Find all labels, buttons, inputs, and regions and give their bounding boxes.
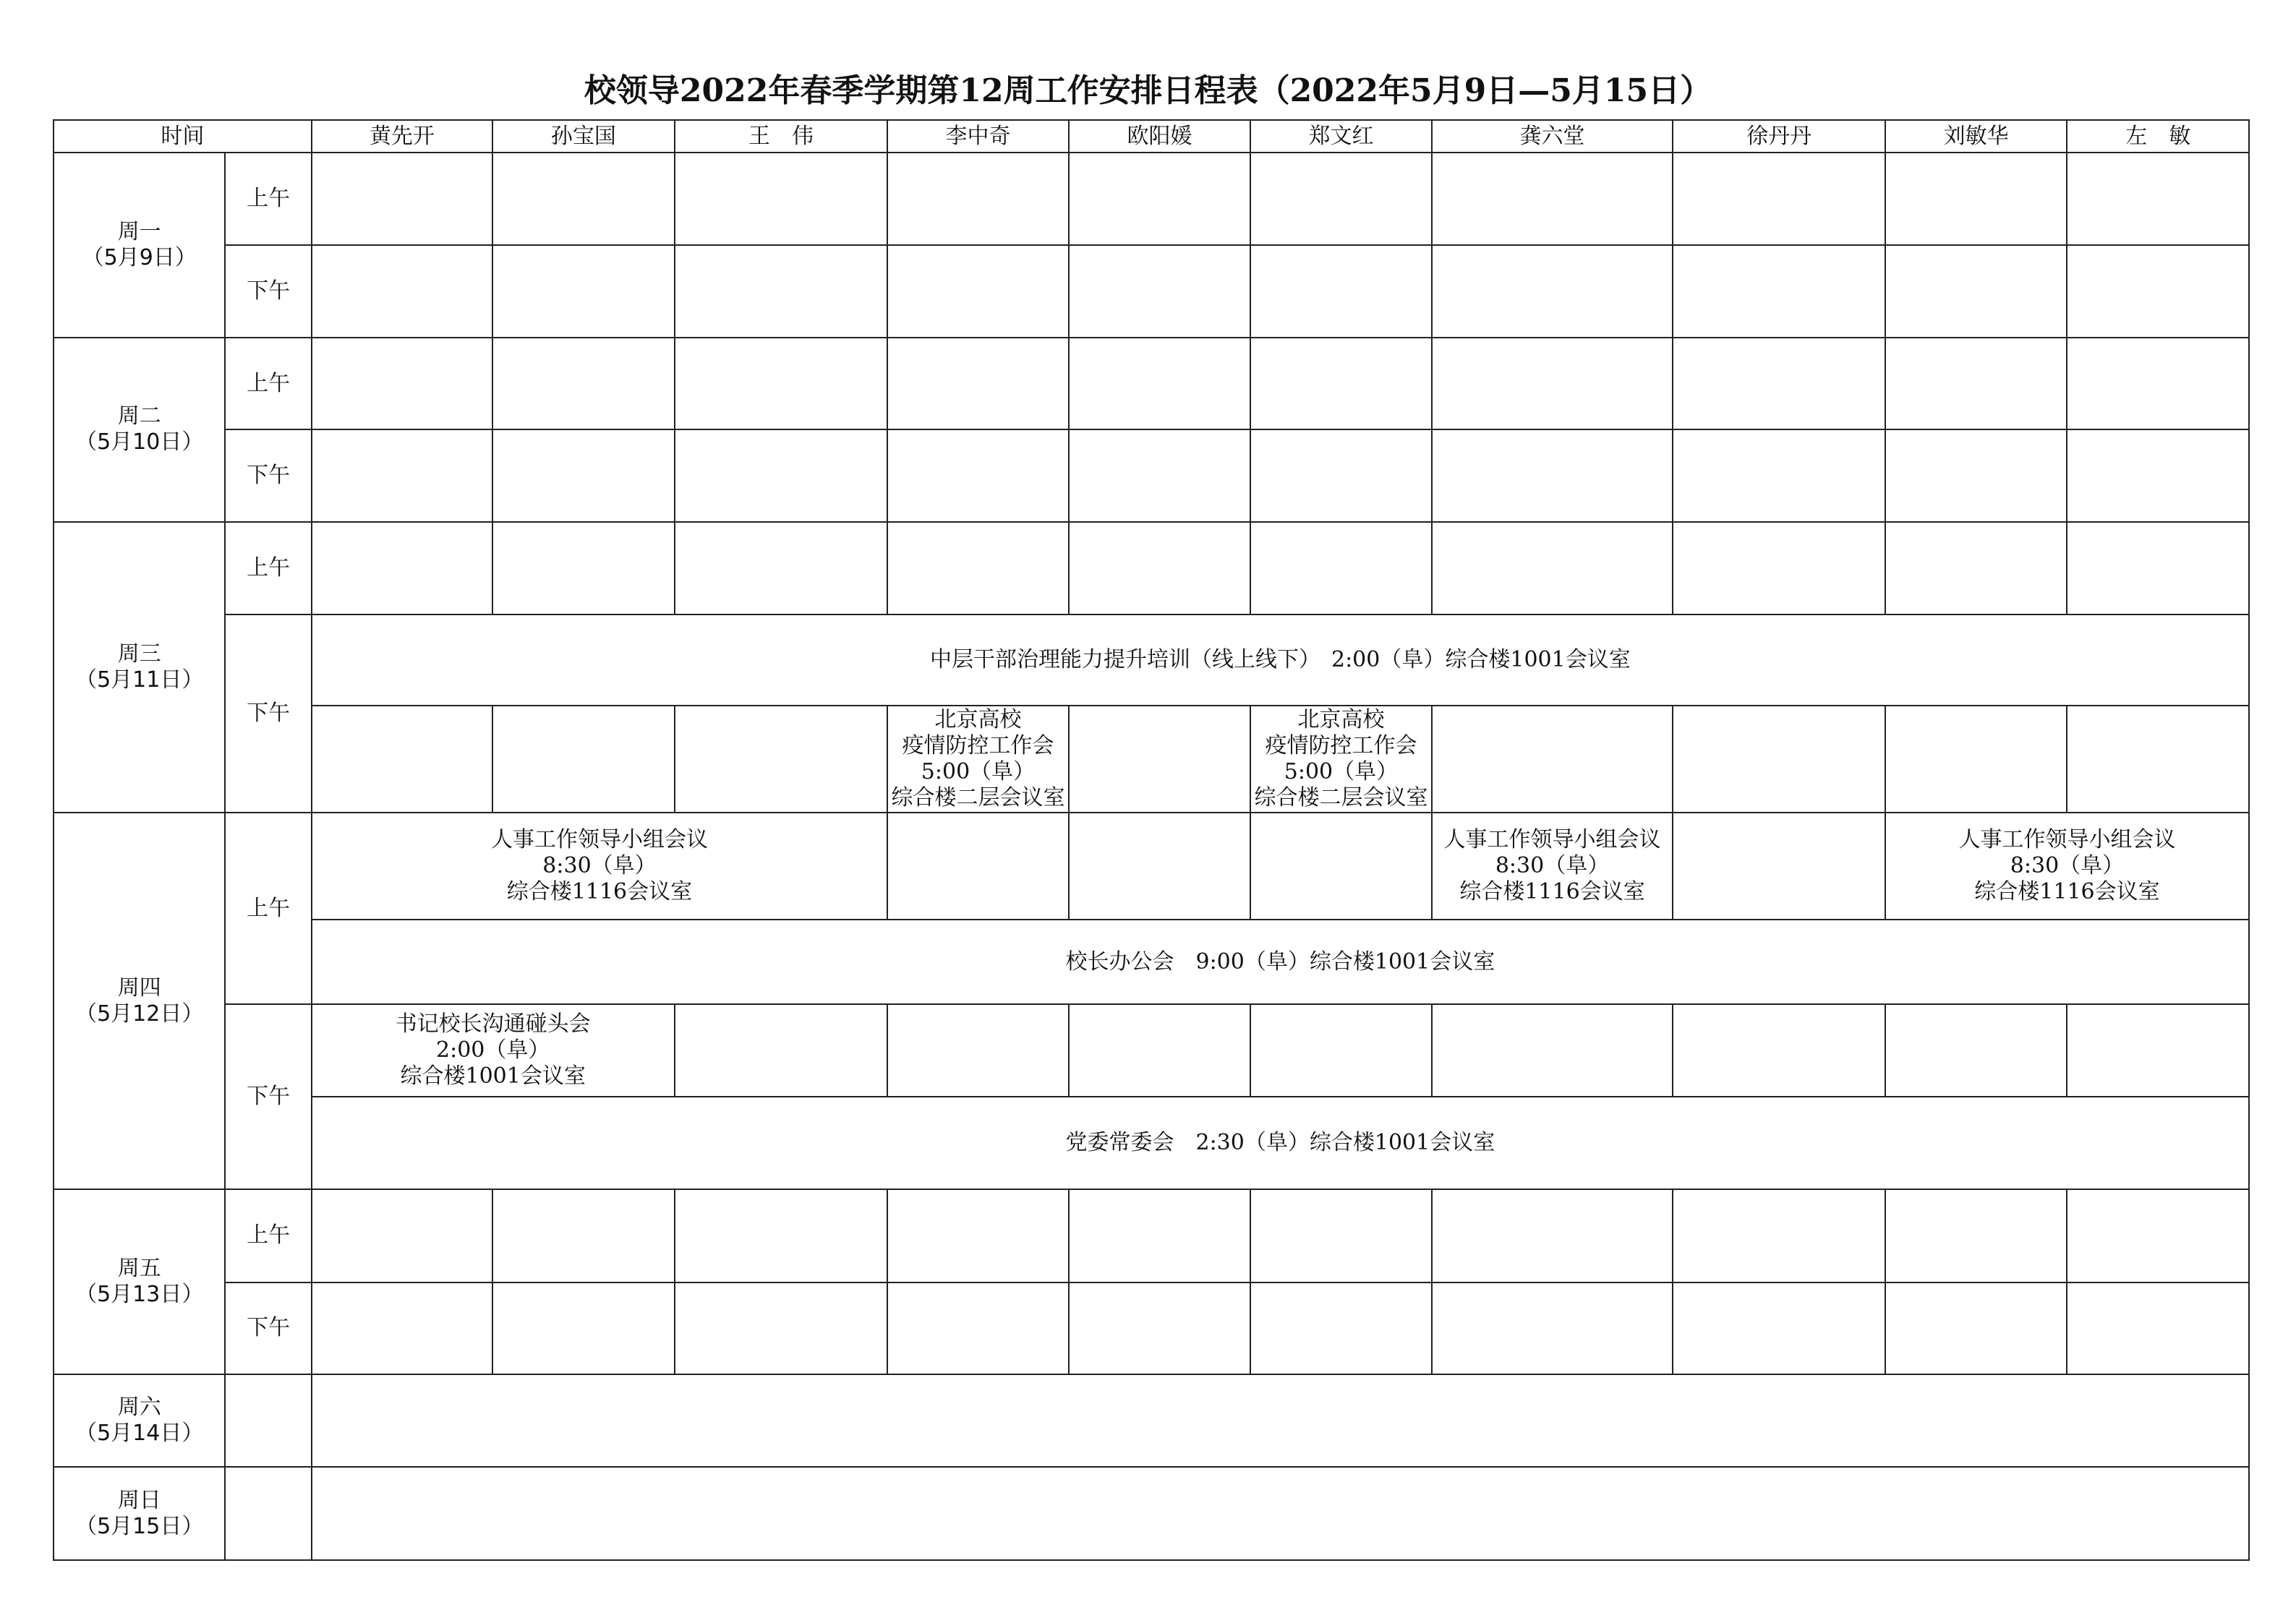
day-date: （5月15日） (75, 1513, 204, 1539)
schedule-cell (2067, 1004, 2249, 1096)
schedule-cell (312, 522, 492, 614)
schedule-cell (2067, 429, 2249, 521)
table-row (54, 706, 2249, 813)
schedule-cell (1432, 522, 1673, 614)
event-line: 综合楼二层会议室 (891, 785, 1065, 811)
event-line: 8:30（阜） (1495, 853, 1610, 879)
schedule-cell (1069, 338, 1250, 429)
schedule-cell (1250, 429, 1431, 521)
schedule-cell (675, 1282, 888, 1374)
event-line: 5:00（阜） (921, 759, 1036, 785)
schedule-cell (1432, 1004, 1673, 1096)
leader-header: 徐丹丹 (1673, 120, 1885, 153)
schedule-cell (1673, 338, 1885, 429)
table-row (54, 338, 2249, 429)
schedule-cell (492, 429, 674, 521)
day-cell (54, 1467, 225, 1560)
leader-header: 刘敏华 (1885, 120, 2067, 153)
schedule-cell (1250, 338, 1431, 429)
day-cell (54, 522, 225, 813)
day-date: （5月13日） (75, 1282, 204, 1308)
schedule-cell (1885, 1189, 2067, 1282)
schedule-cell (1885, 522, 2067, 614)
schedule-cell (1432, 245, 1673, 338)
event-line: 人事工作领导小组会议 (1443, 827, 1661, 853)
day-date: （5月11日） (75, 667, 204, 693)
leader-header: 郑文红 (1250, 120, 1431, 153)
schedule-cell (1885, 429, 2067, 521)
table-row (54, 429, 2249, 521)
day-date: （5月14日） (75, 1421, 204, 1447)
schedule-cell (1432, 153, 1673, 244)
schedule-cell (2067, 522, 2249, 614)
schedule-cell (1673, 1189, 1885, 1282)
leader-header: 黄先开 (312, 120, 492, 153)
schedule-cell (1069, 1282, 1250, 1374)
schedule-cell (1673, 813, 1885, 920)
table-row (54, 1467, 2249, 1560)
schedule-cell (1250, 1189, 1431, 1282)
event-line: 综合楼1116会议室 (1459, 879, 1645, 905)
schedule-cell (887, 338, 1068, 429)
table-row (54, 614, 2249, 705)
schedule-cell (492, 338, 674, 429)
event-line: 8:30（阜） (542, 853, 657, 879)
schedule-cell (1069, 813, 1250, 920)
event-epidemic-meeting (1250, 706, 1431, 813)
half-label: 下午 (225, 1282, 311, 1374)
half-label: 上午 (225, 813, 311, 1004)
schedule-cell (675, 706, 888, 813)
schedule-cell (1250, 153, 1431, 244)
half-label: 下午 (225, 614, 311, 813)
day-name: 周四 (117, 975, 161, 1001)
event-line: 书记校长沟通碰头会 (395, 1011, 591, 1037)
schedule-cell (492, 245, 674, 338)
event-president-meeting: 校长办公会 9:00（阜）综合楼1001会议室 (312, 920, 2249, 1004)
schedule-cell (1885, 245, 2067, 338)
schedule-cell (675, 429, 888, 521)
schedule-cell (1673, 1004, 1885, 1096)
table-row (54, 920, 2249, 1004)
schedule-cell (1673, 245, 1885, 338)
schedule-cell (312, 429, 492, 521)
table-row (54, 1374, 2249, 1467)
schedule-cell (1069, 429, 1250, 521)
event-line: 疫情防控工作会 (902, 733, 1054, 759)
event-line: 综合楼1116会议室 (506, 879, 693, 905)
schedule-cell (492, 1189, 674, 1282)
schedule-cell (312, 1467, 2249, 1560)
schedule-cell (887, 522, 1068, 614)
schedule-cell (312, 245, 492, 338)
event-party-committee: 党委常委会 2:30（阜）综合楼1001会议室 (312, 1097, 2249, 1189)
half-label: 下午 (225, 1004, 311, 1189)
header-row (54, 120, 2249, 153)
schedule-cell (312, 338, 492, 429)
schedule-cell (887, 245, 1068, 338)
table-row (54, 245, 2249, 338)
schedule-cell (675, 245, 888, 338)
event-line: 8:30（阜） (2010, 853, 2125, 879)
leader-header: 左 敏 (2067, 120, 2249, 153)
schedule-cell (887, 1004, 1068, 1096)
event-line: 综合楼1116会议室 (1974, 879, 2160, 905)
schedule-cell (675, 338, 888, 429)
leader-header: 李中奇 (887, 120, 1068, 153)
schedule-cell (492, 1282, 674, 1374)
schedule-cell (675, 1004, 888, 1096)
schedule-cell (312, 1282, 492, 1374)
day-cell (54, 1189, 225, 1374)
schedule-cell (312, 1189, 492, 1282)
schedule-cell (1250, 245, 1431, 338)
event-epidemic-meeting (887, 706, 1068, 813)
schedule-cell (1250, 522, 1431, 614)
schedule-cell (312, 153, 492, 244)
day-date: （5月10日） (75, 429, 204, 455)
schedule-cell (1885, 1282, 2067, 1374)
schedule-cell (225, 1467, 311, 1560)
schedule-cell (1885, 153, 2067, 244)
schedule-cell (2067, 245, 2249, 338)
day-cell (54, 338, 225, 522)
half-label: 下午 (225, 245, 311, 338)
day-date: （5月12日） (75, 1001, 204, 1027)
table-row (54, 153, 2249, 244)
schedule-cell (1885, 1004, 2067, 1096)
schedule-cell (225, 1374, 311, 1467)
leader-header: 龚六堂 (1432, 120, 1673, 153)
schedule-cell (887, 1189, 1068, 1282)
schedule-cell (1885, 706, 2067, 813)
leader-header: 孙宝国 (492, 120, 674, 153)
leader-header: 王 伟 (675, 120, 888, 153)
table-row (54, 1282, 2249, 1374)
schedule-cell (1673, 706, 1885, 813)
event-hr-meeting (312, 813, 888, 920)
table-row (54, 1189, 2249, 1282)
half-label: 上午 (225, 338, 311, 429)
schedule-cell (2067, 338, 2249, 429)
schedule-cell (1673, 1282, 1885, 1374)
schedule-cell (2067, 706, 2249, 813)
schedule-cell (492, 522, 674, 614)
half-label: 上午 (225, 1189, 311, 1282)
table-row (54, 813, 2249, 920)
schedule-cell (1673, 429, 1885, 521)
event-line: 人事工作领导小组会议 (1958, 827, 2176, 853)
schedule-cell (2067, 153, 2249, 244)
event-line: 人事工作领导小组会议 (490, 827, 708, 853)
schedule-table (53, 119, 2250, 1561)
schedule-cell (887, 429, 1068, 521)
leader-header: 欧阳媛 (1069, 120, 1250, 153)
schedule-cell (1069, 522, 1250, 614)
schedule-cell (492, 153, 674, 244)
page-title: 校领导2022年春季学期第12周工作安排日程表（2022年5月9日—5月15日） (584, 72, 1712, 109)
event-hr-meeting (1885, 813, 2249, 920)
event-hr-meeting (1432, 813, 1673, 920)
event-secretary-meeting (312, 1004, 675, 1096)
schedule-cell (1250, 1004, 1431, 1096)
day-date: （5月9日） (82, 245, 197, 271)
schedule-cell (1885, 338, 2067, 429)
day-name: 周五 (117, 1256, 161, 1282)
schedule-cell (675, 1189, 888, 1282)
event-line: 综合楼1001会议室 (400, 1063, 586, 1089)
time-header: 时间 (54, 120, 312, 153)
schedule-cell (1069, 245, 1250, 338)
day-cell (54, 153, 225, 338)
table-row (54, 1097, 2249, 1189)
schedule-cell (1069, 1004, 1250, 1096)
schedule-cell (1432, 429, 1673, 521)
day-name: 周日 (117, 1487, 161, 1513)
schedule-cell (2067, 1189, 2249, 1282)
schedule-cell (1673, 153, 1885, 244)
schedule-cell (887, 813, 1068, 920)
schedule-cell (1432, 706, 1673, 813)
event-training: 中层干部治理能力提升培训（线上线下） 2:00（阜）综合楼1001会议室 (312, 614, 2249, 705)
half-label: 上午 (225, 522, 311, 614)
schedule-cell (1069, 1189, 1250, 1282)
table-row (54, 1004, 2249, 1096)
schedule-cell (887, 1282, 1068, 1374)
schedule-cell (1069, 706, 1250, 813)
schedule-cell (675, 522, 888, 614)
table-row (54, 522, 2249, 614)
day-name: 周三 (117, 641, 161, 667)
schedule-cell (312, 706, 492, 813)
schedule-cell (1250, 1282, 1431, 1374)
half-label: 下午 (225, 429, 311, 521)
schedule-cell (492, 706, 674, 813)
day-name: 周二 (117, 403, 161, 429)
day-cell (54, 813, 225, 1189)
schedule-cell (1069, 153, 1250, 244)
schedule-cell (1432, 1189, 1673, 1282)
schedule-cell (2067, 1282, 2249, 1374)
day-cell (54, 1374, 225, 1467)
schedule-cell (1432, 338, 1673, 429)
event-line: 综合楼二层会议室 (1254, 785, 1428, 811)
event-line: 疫情防控工作会 (1265, 733, 1417, 759)
half-label: 上午 (225, 153, 311, 244)
schedule-cell (1432, 1282, 1673, 1374)
event-line: 5:00（阜） (1284, 759, 1399, 785)
event-line: 北京高校 (1297, 707, 1385, 733)
event-line: 2:00（阜） (436, 1037, 550, 1063)
day-name: 周六 (117, 1395, 161, 1421)
schedule-cell (675, 153, 888, 244)
schedule-cell (312, 1374, 2249, 1467)
schedule-cell (887, 153, 1068, 244)
event-line: 北京高校 (934, 707, 1022, 733)
day-name: 周一 (117, 219, 161, 245)
schedule-cell (1673, 522, 1885, 614)
schedule-cell (1250, 813, 1431, 920)
